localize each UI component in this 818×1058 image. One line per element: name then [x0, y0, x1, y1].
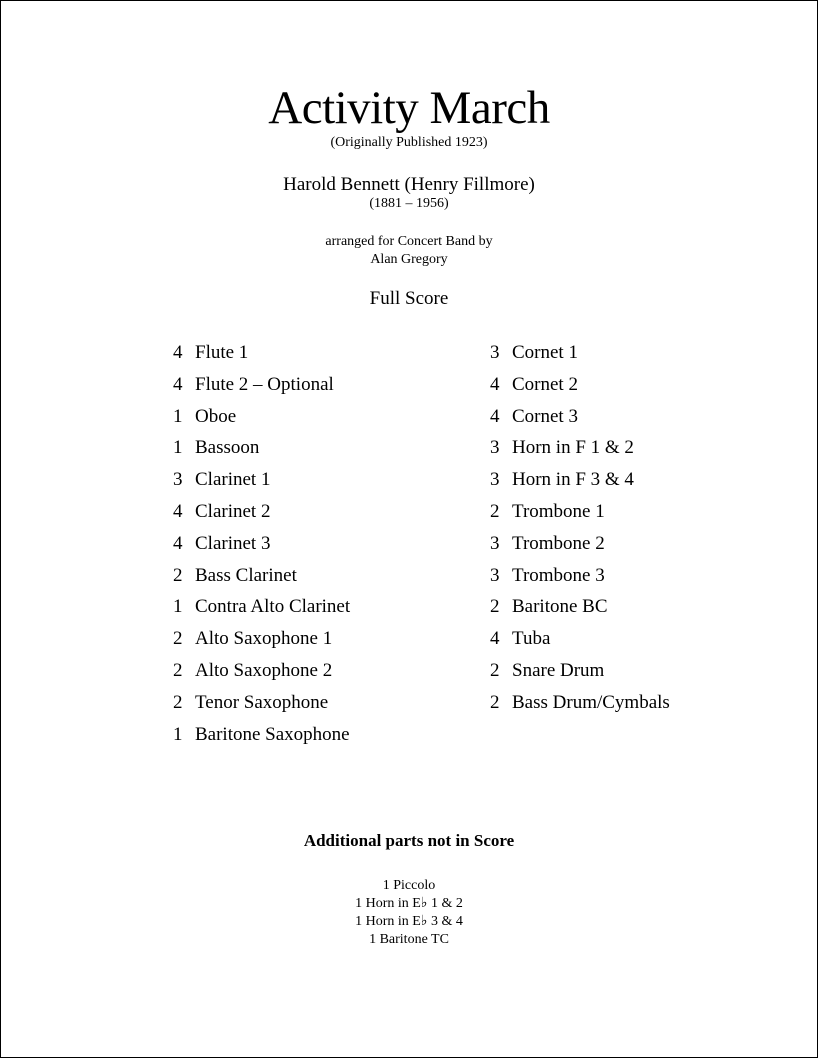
part-quantity: 2 — [173, 628, 183, 650]
part-quantity: 4 — [173, 532, 183, 554]
part-name: Alto Saxophone 2 — [195, 659, 333, 681]
part-quantity: 3 — [490, 532, 500, 554]
part-name: Bass Drum/Cymbals — [512, 691, 670, 713]
list-item: 1 Piccolo — [382, 878, 436, 893]
part-quantity: 2 — [490, 659, 500, 681]
publication-note: (Originally Published 1923) — [330, 135, 488, 150]
part-name: Trombone 1 — [512, 500, 605, 522]
list-item — [490, 562, 670, 594]
list-item — [173, 562, 350, 594]
list-item: 1 Baritone TC — [369, 932, 449, 947]
additional-parts-list — [1, 877, 817, 949]
part-quantity: 2 — [490, 500, 500, 522]
list-item — [490, 593, 670, 625]
part-quantity: 3 — [490, 437, 500, 459]
composer-dates: (1881 – 1956) — [369, 196, 449, 211]
score-label: Full Score — [369, 288, 449, 309]
part-name: Flute 1 — [195, 342, 249, 363]
list-item — [490, 657, 670, 689]
list-item — [173, 339, 350, 371]
list-item — [173, 593, 350, 625]
list-item — [490, 625, 670, 657]
part-name: Alto Saxophone 1 — [195, 628, 333, 650]
list-item — [173, 530, 350, 562]
part-quantity: 2 — [173, 659, 183, 681]
part-quantity: 3 — [490, 469, 500, 491]
part-name: Horn in F 3 & 4 — [512, 469, 634, 491]
list-item — [173, 625, 350, 657]
list-item — [490, 466, 670, 498]
part-quantity: 1 — [173, 723, 183, 745]
part-name: Horn in F 1 & 2 — [512, 437, 634, 459]
list-item — [490, 403, 670, 435]
part-quantity: 4 — [490, 373, 500, 395]
list-item — [173, 721, 350, 753]
part-name: Bassoon — [195, 437, 260, 459]
list-item — [173, 689, 350, 721]
instrument-list-left — [173, 339, 350, 752]
part-quantity: 4 — [173, 342, 183, 363]
arranged-line: arranged for Concert Band by — [325, 234, 493, 249]
part-name: Cornet 2 — [512, 373, 578, 395]
list-item — [490, 339, 670, 371]
part-quantity: 1 — [173, 405, 183, 427]
part-name: Baritone Saxophone — [195, 723, 350, 745]
arranger-name: Alan Gregory — [370, 252, 448, 267]
list-item — [490, 530, 670, 562]
composer-name: Harold Bennett (Henry Fillmore) — [283, 174, 535, 195]
part-quantity: 4 — [173, 500, 183, 522]
part-quantity: 3 — [490, 564, 500, 586]
part-quantity: 4 — [490, 628, 500, 650]
part-quantity: 3 — [490, 342, 500, 363]
list-item — [173, 498, 350, 530]
list-item — [173, 403, 350, 435]
part-quantity: 2 — [490, 691, 500, 713]
list-item — [490, 371, 670, 403]
additional-parts-heading: Additional parts not in Score — [303, 831, 515, 850]
part-name: Cornet 3 — [512, 405, 578, 427]
part-name: Trombone 3 — [512, 564, 605, 586]
part-quantity: 4 — [173, 373, 183, 395]
page-title: Activity March — [268, 82, 550, 134]
part-quantity: 4 — [490, 405, 500, 427]
part-name: Bass Clarinet — [195, 564, 297, 586]
part-quantity: 1 — [173, 596, 183, 618]
part-name: Tuba — [512, 628, 551, 650]
part-quantity: 2 — [490, 596, 500, 618]
part-name: Snare Drum — [512, 659, 605, 681]
part-name: Contra Alto Clarinet — [195, 596, 351, 618]
part-name: Clarinet 2 — [195, 500, 271, 522]
part-quantity: 2 — [173, 691, 183, 713]
part-name: Cornet 1 — [512, 342, 578, 363]
instrument-list-right — [490, 339, 670, 721]
list-item — [173, 434, 350, 466]
list-item — [490, 498, 670, 530]
list-item — [490, 434, 670, 466]
list-item — [490, 689, 670, 721]
list-item: 1 Horn in E♭ 3 & 4 — [355, 914, 463, 929]
part-quantity: 1 — [173, 437, 183, 459]
part-name: Oboe — [195, 405, 237, 427]
part-name: Trombone 2 — [512, 532, 605, 554]
part-name: Flute 2 – Optional — [195, 373, 334, 395]
list-item — [173, 371, 350, 403]
part-name: Baritone BC — [512, 596, 608, 618]
part-quantity: 2 — [173, 564, 183, 586]
list-item — [173, 657, 350, 689]
part-quantity: 3 — [173, 469, 183, 491]
part-name: Tenor Saxophone — [195, 691, 329, 713]
list-item — [173, 466, 350, 498]
part-name: Clarinet 3 — [195, 532, 271, 554]
part-name: Clarinet 1 — [195, 469, 271, 491]
list-item: 1 Horn in E♭ 1 & 2 — [355, 896, 463, 911]
